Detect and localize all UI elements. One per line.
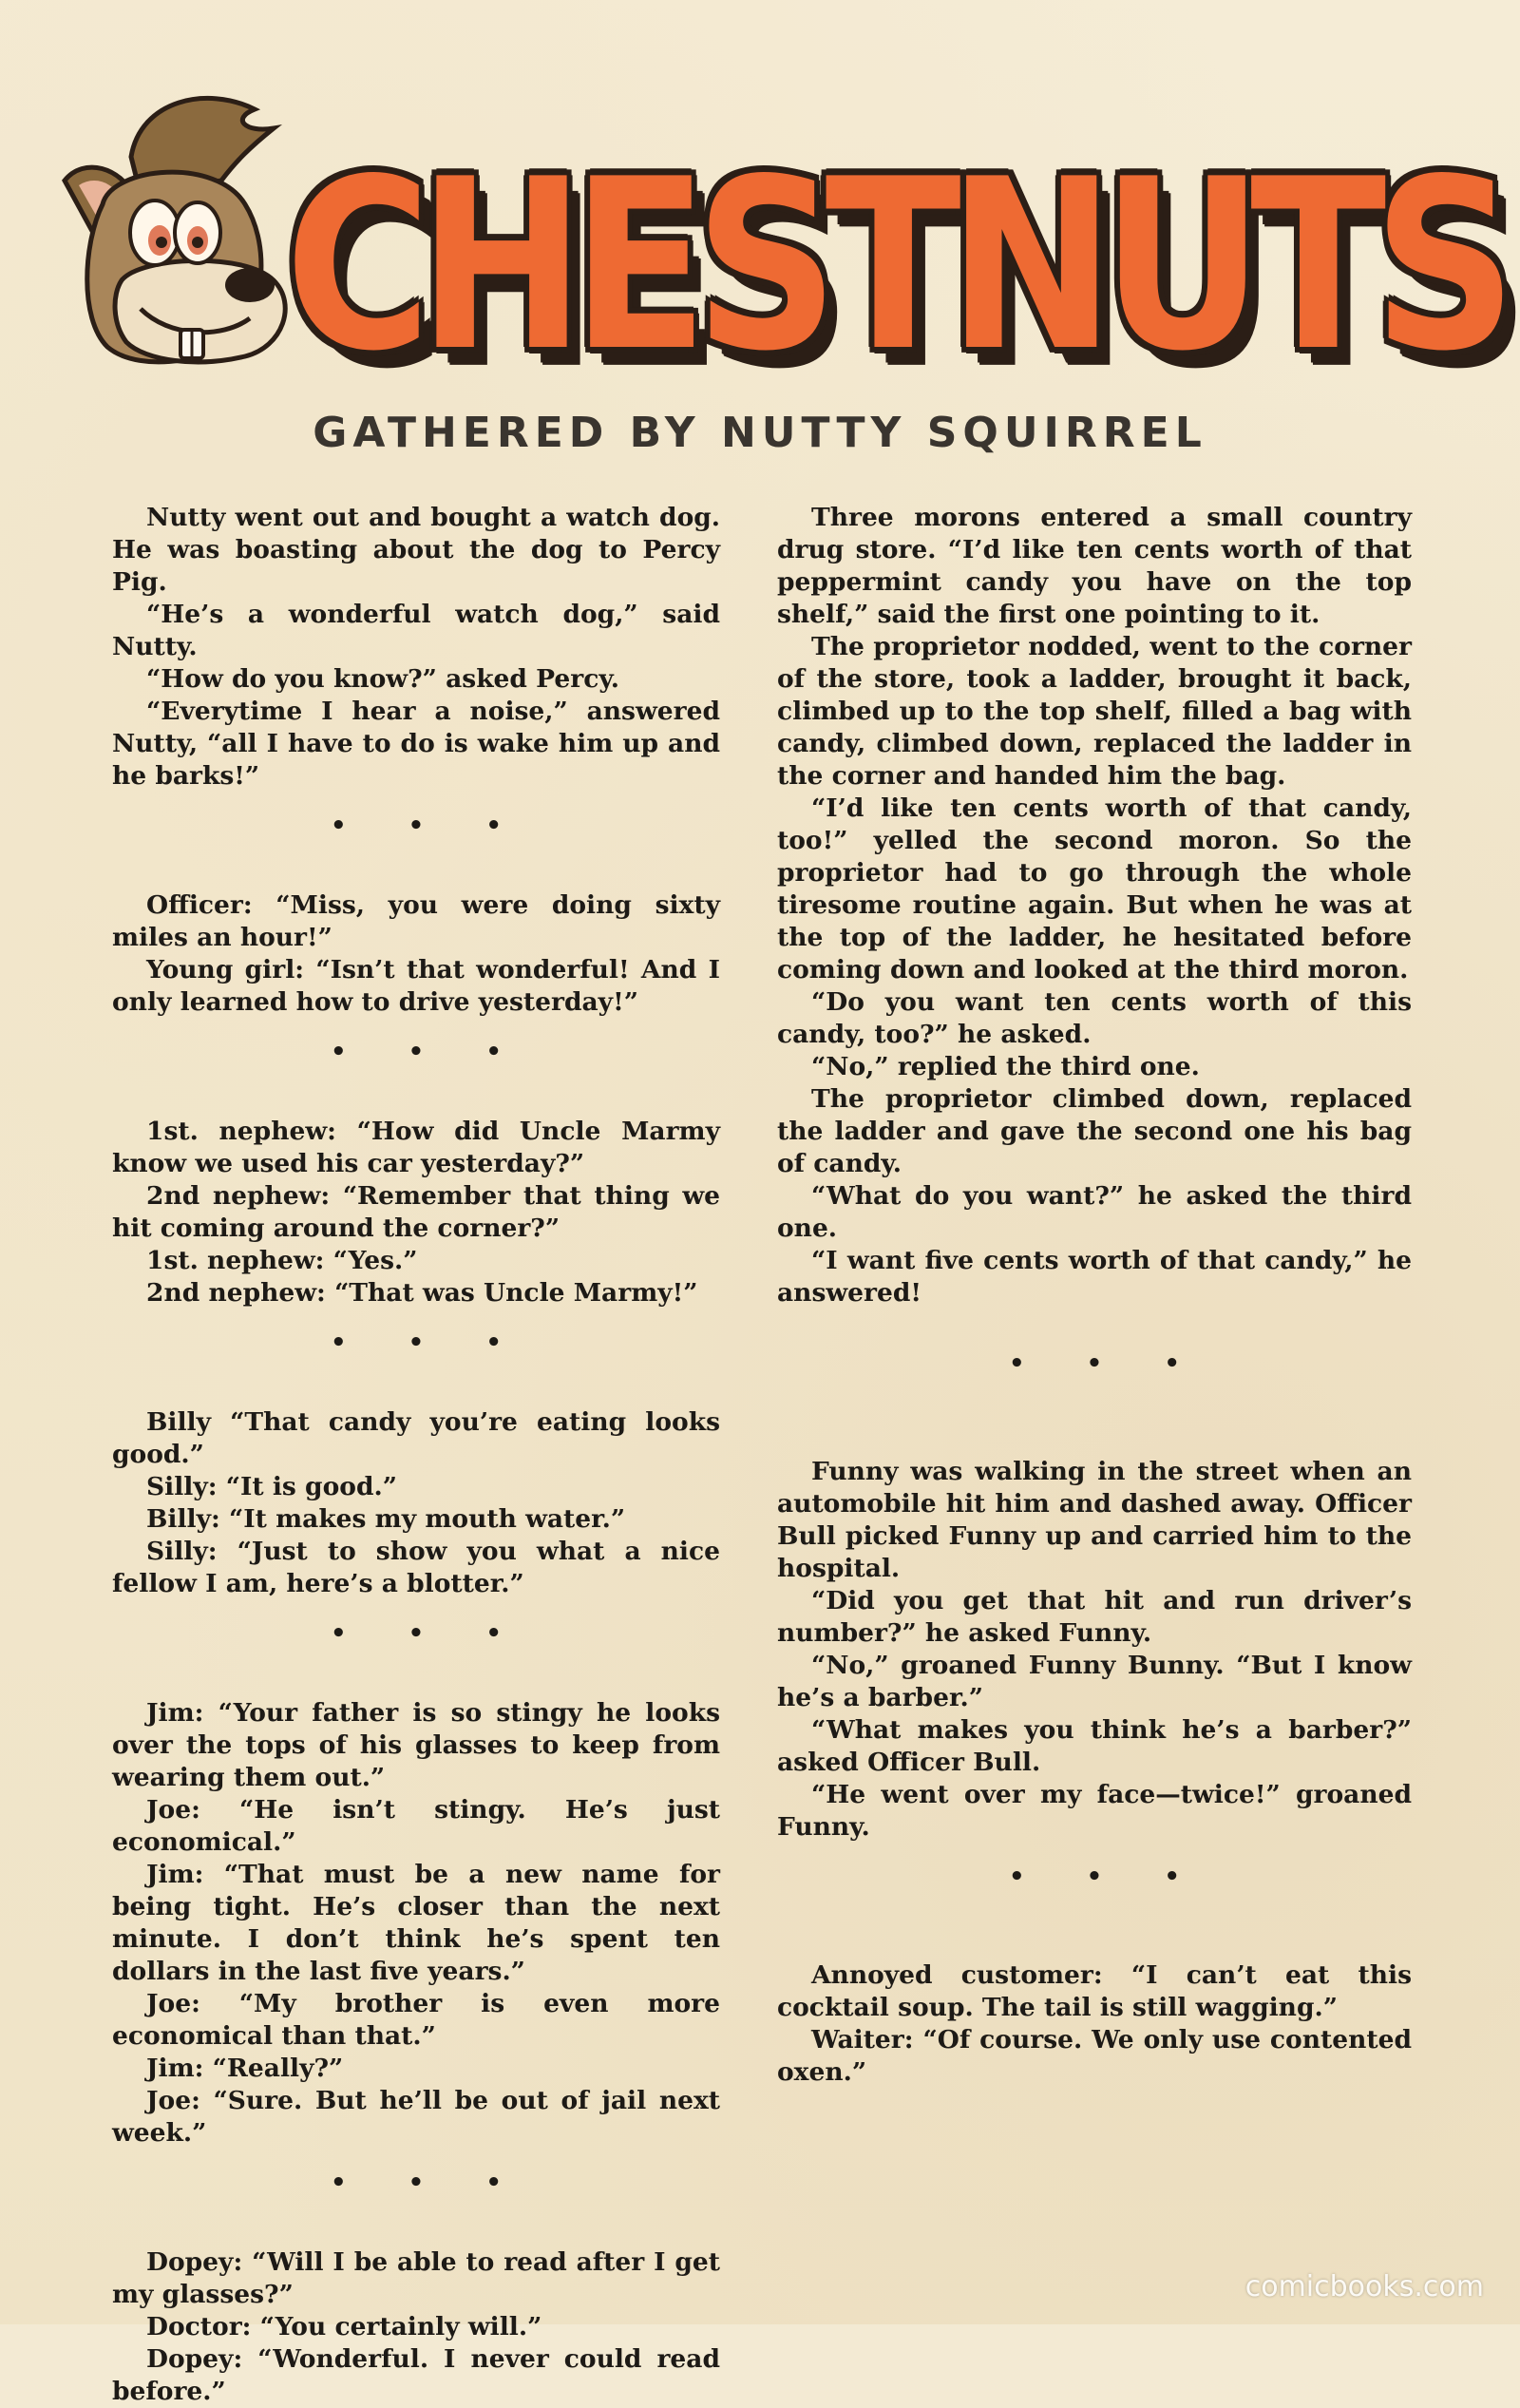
joke-paragraph: The proprietor nodded, went to the corner of the store, took a ladder, brought it back, climbed up to the top shelf, filled a bag with candy, climbed down, replaced the ladder in the corner and handed him the bag. — [777, 632, 1412, 791]
joke-paragraph: 2nd nephew: “That was Uncle Marmy!” — [146, 1278, 698, 1308]
joke-paragraph: Waiter: “Of course. We only use contented oxen.” — [777, 2025, 1412, 2087]
joke-paragraph: Billy: “It makes my mouth water.” — [146, 1504, 626, 1534]
title-logo — [285, 127, 1504, 403]
joke-paragraph: Doctor: “You certainly will.” — [146, 2312, 542, 2341]
joke-paragraph: Funny was walking in the street when an automobile hit him and dashed away. Officer Bull picked Funny up and carried him to the hospital. — [777, 1457, 1412, 1583]
joke-paragraph: “No,” replied the third one. — [811, 1052, 1200, 1081]
joke-paragraph: Three morons entered a small country drug store. “I’d like ten cents worth of that peppermint candy you have on the top shelf,” said the first one pointing to it. — [777, 503, 1412, 629]
joke-paragraph: “I’d like ten cents worth of that candy, too!” yelled the second moron. So the proprietor had to go through the whole tiresome routine again. But when he was at the top of the ladder, he hesitated before coming down and looked at the third moron. — [777, 793, 1412, 984]
joke-block — [777, 1959, 1412, 2089]
joke-paragraph: 2nd nephew: “Remember that thing we hit coming around the corner?” — [112, 1181, 720, 1243]
joke-paragraph: “What do you want?” he asked the third one. — [777, 1181, 1412, 1243]
joke-paragraph: Dopey: “Wonderful. I never could read before.” — [112, 2344, 720, 2406]
squirrel-mascot-icon — [55, 90, 302, 404]
joke-paragraph: Silly: “It is good.” — [146, 1472, 397, 1501]
joke-block — [112, 1116, 720, 1309]
joke-paragraph: “No,” groaned Funny Bunny. “But I know he’s a barber.” — [777, 1651, 1412, 1712]
joke-paragraph: Nutty went out and bought a watch dog. He was boasting about the dog to Percy Pig. — [112, 503, 720, 597]
joke-paragraph: 1st. nephew: “Yes.” — [146, 1246, 418, 1275]
joke-paragraph: Joe: “He isn’t stingy. He’s just economical.” — [112, 1795, 720, 1857]
separator: • • • — [331, 812, 528, 840]
joke-paragraph: Young girl: “Isn’t that wonderful! And I only learned how to drive yesterday!” — [112, 955, 720, 1017]
joke-block — [112, 889, 720, 1019]
watermark: comicbooks.com — [1244, 2270, 1484, 2303]
joke-paragraph: Jim: “That must be a new name for being tight. He’s closer than the next minute. I don’t think he’s spent ten dollars in the last five years.” — [112, 1860, 720, 1986]
separator: • • • — [331, 2169, 528, 2197]
joke-block — [112, 1697, 720, 2150]
joke-block — [777, 502, 1412, 1309]
joke-paragraph: Billy “That candy you’re eating looks good.” — [112, 1407, 720, 1469]
joke-paragraph: Joe: “Sure. But he’ll be out of jail next week.” — [112, 2086, 720, 2148]
joke-paragraph: “I want five cents worth of that candy,” he answered! — [777, 1246, 1412, 1308]
joke-paragraph: “How do you know?” asked Percy. — [146, 664, 619, 694]
joke-paragraph: Officer: “Miss, you were doing sixty miles an hour!” — [112, 890, 720, 952]
separator: • • • — [1009, 1863, 1206, 1891]
joke-block — [112, 2246, 720, 2408]
separator: • • • — [1009, 1349, 1206, 1378]
joke-paragraph: “He went over my face—twice!” groaned Funny. — [777, 1780, 1412, 1842]
separator: • • • — [331, 1619, 528, 1648]
joke-paragraph: 1st. nephew: “How did Uncle Marmy know we used his car yesterday?” — [112, 1117, 720, 1178]
joke-paragraph: The proprietor climbed down, replaced the ladder and gave the second one his bag of candy. — [777, 1084, 1412, 1178]
joke-block — [777, 1456, 1412, 1844]
joke-paragraph: Jim: “Really?” — [146, 2054, 344, 2083]
right-column — [777, 502, 1412, 2089]
joke-paragraph: Silly: “Just to show you what a nice fellow I am, here’s a blotter.” — [112, 1537, 720, 1598]
joke-block — [112, 502, 720, 793]
joke-paragraph: Annoyed customer: “I can’t eat this cocktail soup. The tail is still wagging.” — [777, 1960, 1412, 2022]
joke-paragraph: “What makes you think he’s a barber?” asked Officer Bull. — [777, 1715, 1412, 1777]
joke-paragraph: Jim: “Your father is so stingy he looks over the tops of his glasses to keep from wearing them out.” — [112, 1698, 720, 1792]
joke-paragraph: “Did you get that hit and run driver’s number?” he asked Funny. — [777, 1586, 1412, 1648]
joke-paragraph: “He’s a wonderful watch dog,” said Nutty. — [112, 600, 720, 661]
left-column — [112, 502, 720, 2408]
page-title: CHESTNUTS — [285, 127, 1504, 403]
separator: • • • — [331, 1328, 528, 1357]
joke-block — [112, 1406, 720, 1600]
joke-paragraph: Dopey: “Will I be able to read after I get my glasses?” — [112, 2247, 720, 2309]
joke-paragraph: “Everytime I hear a noise,” answered Nutty, “all I have to do is wake him up and he barks!” — [112, 697, 720, 791]
subtitle: GATHERED BY NUTTY SQUIRREL — [313, 409, 1207, 457]
separator: • • • — [331, 1038, 528, 1066]
joke-paragraph: “Do you want ten cents worth of this candy, too?” he asked. — [777, 987, 1412, 1049]
joke-paragraph: Joe: “My brother is even more economical than that.” — [112, 1989, 720, 2051]
